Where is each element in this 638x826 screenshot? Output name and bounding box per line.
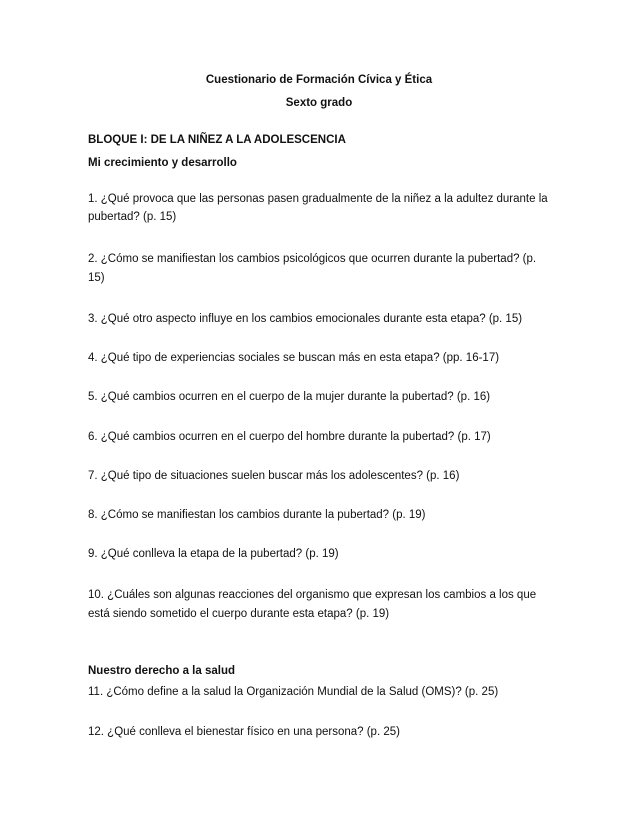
- question-2-line-2: 15): [88, 272, 105, 284]
- question-2-line-1: 2. ¿Cómo se manifiestan los cambios psicológicos que ocurren durante la pubertad? (p.: [88, 253, 537, 265]
- question-1-line-2: pubertad? (p. 15): [88, 211, 177, 223]
- question-12: 12. ¿Qué conlleva el bienestar físico en una persona? (p. 25): [88, 726, 400, 738]
- question-6: 6. ¿Qué cambios ocurren en el cuerpo del hombre durante la pubertad? (p. 17): [88, 431, 491, 443]
- question-10-line-1: 10. ¿Cuáles son algunas reacciones del organismo que expresan los cambios a los que: [88, 589, 537, 601]
- question-10-line-2: está siendo sometido el cuerpo durante esta etapa? (p. 19): [88, 608, 390, 620]
- question-3: 3. ¿Qué otro aspecto influye en los cambios emocionales durante esta etapa? (p. 15): [88, 313, 523, 325]
- block-heading: BLOQUE I: DE LA NIÑEZ A LA ADOLESCENCIA: [88, 134, 346, 146]
- question-1-line-1: 1. ¿Qué provoca que las personas pasen gradualmente de la niñez a la adultez durante la: [88, 193, 548, 205]
- question-8: 8. ¿Cómo se manifiestan los cambios durante la pubertad? (p. 19): [88, 509, 426, 521]
- document-subtitle: Sexto grado: [285, 97, 353, 109]
- question-9: 9. ¿Qué conlleva la etapa de la pubertad? (p. 19): [88, 548, 339, 560]
- question-4: 4. ¿Qué tipo de experiencias sociales se buscan más en esta etapa? (pp. 16-17): [88, 352, 500, 364]
- question-5: 5. ¿Qué cambios ocurren en el cuerpo de la mujer durante la pubertad? (p. 16): [88, 391, 491, 403]
- question-11: 11. ¿Cómo define a la salud la Organización Mundial de la Salud (OMS)? (p. 25): [88, 686, 499, 698]
- section-heading-crecimiento: Mi crecimiento y desarrollo: [88, 157, 237, 169]
- document-title: Cuestionario de Formación Cívica y Ética: [205, 74, 433, 86]
- question-7: 7. ¿Qué tipo de situaciones suelen buscar más los adolescentes? (p. 16): [88, 470, 460, 482]
- section-heading-salud: Nuestro derecho a la salud: [88, 665, 235, 677]
